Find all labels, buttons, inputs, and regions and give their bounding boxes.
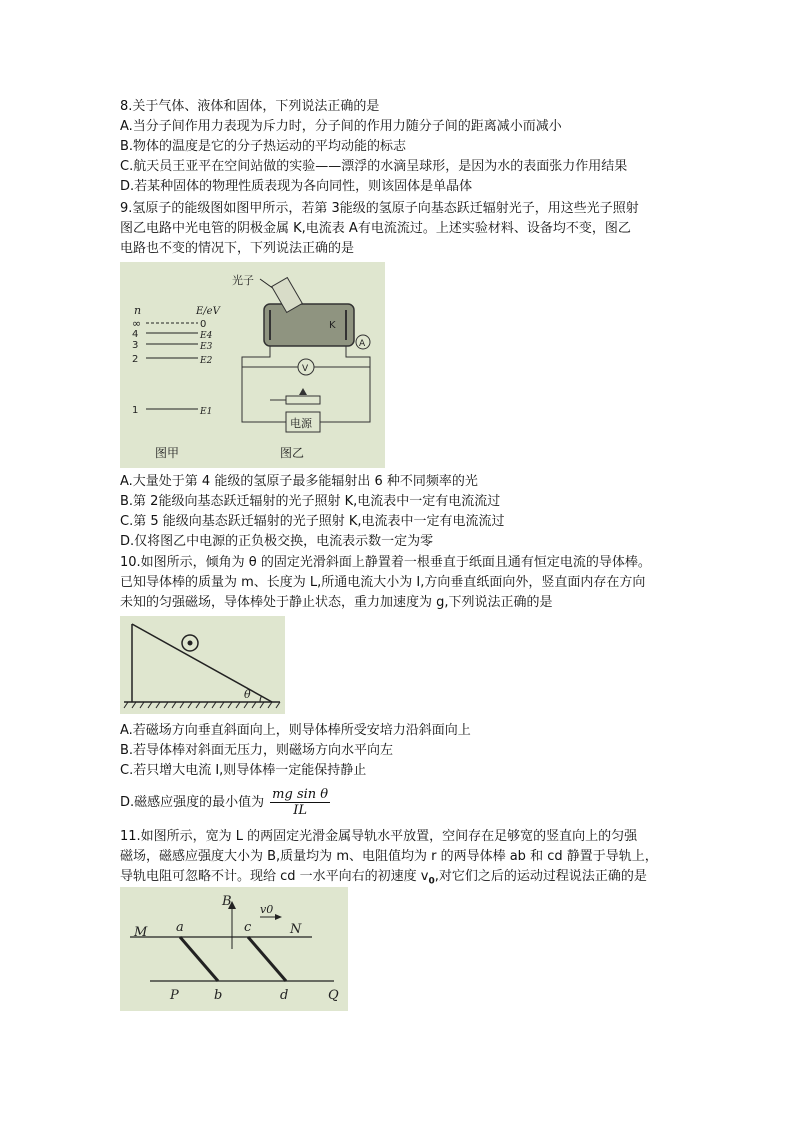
- question-10-option-c: C.若只增大电流 I,则导体棒一定能保持静止: [120, 763, 367, 778]
- min-b-fraction: [270, 787, 330, 818]
- question-9-stem-line-2: 图乙电路中光电管的阴极金属 K,电流表 A有电流流过。上述实验材料、设备均不变，图乙: [120, 221, 631, 236]
- question-9-option-d: D.仅将图乙中电源的正负极交换，电流表示数一定为零: [120, 534, 434, 549]
- rod-cd: [248, 937, 286, 981]
- question-10-option-d-prefix: D.磁感应强度的最小值为: [120, 795, 265, 810]
- v0-arrow-head: [275, 914, 282, 920]
- angle-label: θ: [244, 688, 251, 701]
- level-n-inf: ∞: [132, 317, 142, 330]
- rod-label-d: d: [280, 988, 289, 1003]
- cathode-label: K: [329, 320, 336, 331]
- question-9: [120, 199, 695, 259]
- question-11: [120, 827, 695, 887]
- ground-hatching: [124, 702, 280, 708]
- question-11-stem-line-2: 磁场，磁感应强度大小为 B,质量均为 m、电阻值均为 r 的两导体棒 ab 和 cd 静置于导轨上，: [120, 849, 658, 864]
- level-e-4: E4: [200, 331, 213, 341]
- fraction-numerator: mg sin θ: [272, 787, 329, 802]
- rails-and-rods-diagram: [120, 887, 348, 1011]
- incline-hypotenuse: [132, 624, 272, 702]
- rod-label-b: b: [214, 988, 223, 1003]
- question-9-option-a: A.大量处于第 4 能级的氢原子最多能辐射出 6 种不同频率的光: [120, 474, 478, 489]
- question-10-option-d-line: [120, 785, 695, 821]
- question-10-stem-line-2: 已知导体棒的质量为 m、长度为 L,所通电流大小为 I,方向垂直纸面向外，竖直面内存在方向: [120, 575, 646, 590]
- inclined-plane-diagram: [120, 616, 285, 714]
- question-8-option-c: C.航天员王亚平在空间站做的实验——漂浮的水滴呈球形，是因为水的表面张力作用结果: [120, 159, 628, 174]
- level-n-4: 4: [132, 329, 139, 340]
- question-10-options: [120, 721, 695, 781]
- question-9-options: [120, 472, 695, 552]
- question-10-stem-line-3: 未知的匀强磁场，导体棒处于静止状态，重力加速度为 g,下列说法正确的是: [120, 595, 553, 610]
- question-11-stem-line-3-suffix: ,对它们之后的运动过程说法正确的是: [434, 869, 647, 884]
- ammeter-label: A: [359, 339, 366, 349]
- question-11-stem-line-3: [120, 867, 695, 887]
- question-11-figure: [120, 887, 348, 1011]
- rod-label-c: c: [244, 920, 252, 935]
- question-8-option-b: B.物体的温度是它的分子热运动的平均动能的标志: [120, 139, 407, 154]
- fraction-denominator: IL: [293, 803, 308, 818]
- caption-left: 图甲: [155, 446, 180, 460]
- voltmeter-label: V: [302, 364, 309, 374]
- question-9-figure: [120, 262, 385, 468]
- rod-ab: [180, 937, 218, 981]
- angle-arc: [260, 696, 262, 702]
- question-8-option-a: A.当分子间作用力表现为斥力时，分子间的作用力随分子间的距离减小而减小: [120, 119, 562, 134]
- question-9-stem-line-1: 9.氢原子的能级图如图甲所示，若第 3能级的氢原子向基态跃迁辐射光子，用这些光子照射: [120, 201, 639, 216]
- question-10-option-a: A.若磁场方向垂直斜面向上，则导体棒所受安培力沿斜面向上: [120, 723, 471, 738]
- current-out-dot-icon: [188, 641, 193, 646]
- energy-level-and-circuit-diagram: [120, 262, 385, 468]
- rail-label-m: M: [134, 925, 148, 940]
- question-11-stem-line-1: 11.如图所示，宽为 L 的两固定光滑金属导轨水平放置，空间存在足够宽的竖直向上的匀强: [120, 829, 638, 844]
- level-n-3: 3: [132, 340, 139, 351]
- question-10: [120, 553, 695, 613]
- n-axis-label: n: [134, 304, 142, 317]
- question-10-stem-line-1: 10.如图所示，倾角为 θ 的固定光滑斜面上静置着一根垂直于纸面且通有恒定电流的导体棒。: [120, 555, 651, 570]
- level-e-1: E1: [200, 407, 213, 417]
- rheostat-icon: [286, 396, 320, 404]
- photocell-tube: [264, 304, 354, 346]
- level-n-2: 2: [132, 354, 139, 365]
- question-10-option-b: B.若导体棒对斜面无压力，则磁场方向水平向左: [120, 743, 394, 758]
- question-10-figure: [120, 616, 285, 714]
- photon-label: 光子: [232, 274, 254, 287]
- level-e-2: E2: [200, 356, 213, 366]
- level-e-inf: 0: [200, 319, 207, 330]
- circuit-wire-right: [320, 346, 370, 422]
- power-source-label: 电源: [290, 417, 312, 430]
- question-9-option-b: B.第 2能级向基态跃迁辐射的光子照射 K,电流表中一定有电流流过: [120, 494, 501, 509]
- energy-axis-label: E/eV: [196, 306, 220, 317]
- level-e-3: E3: [200, 342, 213, 352]
- v0-subscript: 0: [428, 876, 435, 887]
- question-10-option-d: [120, 785, 695, 821]
- rail-label-q: Q: [328, 988, 339, 1003]
- rod-label-a: a: [176, 920, 184, 935]
- rail-label-n: N: [290, 922, 302, 937]
- rheostat-slider-icon: [299, 388, 307, 395]
- question-8: [120, 97, 695, 197]
- question-9-stem-line-3: 电路也不变的情况下，下列说法正确的是: [120, 241, 355, 256]
- question-8-stem: 8.关于气体、液体和固体，下列说法正确的是: [120, 99, 380, 114]
- circuit-wire-left: [242, 346, 286, 422]
- caption-right: 图乙: [280, 446, 305, 460]
- level-n-1: 1: [132, 405, 139, 416]
- question-11-stem-line-3-prefix: 导轨电阻可忽略不计。现给 cd 一水平向右的初速度 v: [120, 869, 429, 884]
- question-9-option-c: C.第 5 能级向基态跃迁辐射的光子照射 K,电流表中一定有电流流过: [120, 514, 505, 529]
- rail-label-p: P: [170, 988, 179, 1003]
- question-8-option-d: D.若某种固体的物理性质表现为各向同性，则该固体是单晶体: [120, 179, 473, 194]
- v0-label: v0: [260, 903, 274, 916]
- b-field-label: B: [222, 894, 232, 909]
